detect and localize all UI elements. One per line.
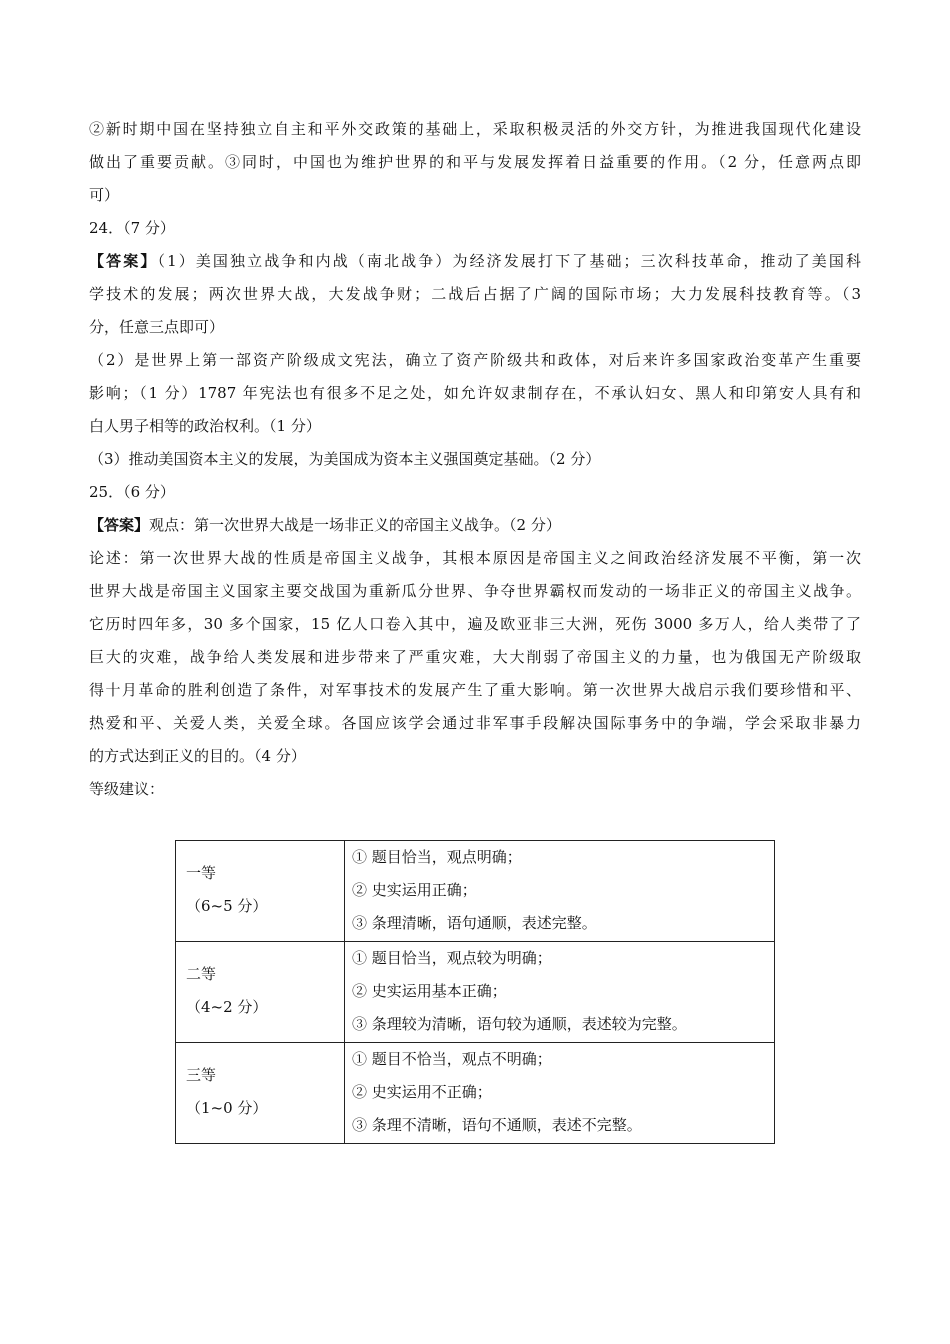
q24-part1-line-1 xyxy=(89,245,861,278)
grade-criterion: ② 史实运用不正确； xyxy=(352,1083,492,1101)
grade-level-cell xyxy=(176,841,345,942)
q25-viewpoint-line xyxy=(89,509,861,542)
grade-level-cell xyxy=(176,1043,345,1144)
grade-range: （1~0 分） xyxy=(186,1099,268,1117)
grade-criteria-cell xyxy=(345,841,775,942)
grade-criterion: ① 题目恰当，观点明确； xyxy=(352,848,522,866)
grade-row-1 xyxy=(176,841,775,942)
grade-level: 三等 xyxy=(186,1066,217,1084)
q24-part1-text: （1）美国独立战争和内战（南北战争）为经济发展打下了基础；三次科技革命，推动了美国科 xyxy=(157,252,861,270)
grade-criterion: ① 题目不恰当，观点不明确； xyxy=(352,1050,552,1068)
grade-row-3 xyxy=(176,1043,775,1144)
grade-range: （6~5 分） xyxy=(186,897,268,915)
grade-criterion: ③ 条理清晰，语句通顺，表述完整。 xyxy=(352,914,597,932)
q25-argument-line-3: 它历时四年多，30 多个国家，15 亿人口卷入其中，遍及欧亚非三大洲，死伤 3000 多万人，给人类带了了 xyxy=(89,615,861,633)
q24-part3: （3）推动美国资本主义的发展，为美国成为资本主义强国奠定基础。（2 分） xyxy=(89,450,601,468)
grade-criteria-cell xyxy=(345,942,775,1043)
q24-part1-line-2: 学技术的发展；两次世界大战，大发战争财；二战后占据了广阔的国际市场；大力发展科技教育等。（3 xyxy=(89,285,861,303)
grade-criterion: ② 史实运用基本正确； xyxy=(352,982,507,1000)
q24-part2-line-2: 影响；（1 分）1787 年宪法也有很多不足之处，如允许奴隶制存在，不承认妇女、黑人和印第安人具有和 xyxy=(89,384,861,402)
q25-heading: 25．（6 分） xyxy=(89,483,175,501)
grade-criteria-cell xyxy=(345,1043,775,1144)
grade-level: 二等 xyxy=(186,965,217,983)
q24-part1-line-3: 分，任意三点即可） xyxy=(89,318,225,336)
grade-level: 一等 xyxy=(186,864,217,882)
q24-heading: 24．（7 分） xyxy=(89,219,175,237)
q23-line-3: 可） xyxy=(89,186,120,204)
q24-answer-label: 【答案】 xyxy=(89,252,158,270)
q24-part2-line-3: 白人男子相等的政治权利。（1 分） xyxy=(89,417,321,435)
q25-argument-line-2: 世界大战是帝国主义国家主要交战国为重新瓜分世界、争夺世界霸权而发动的一场非正义的帝国主义战争。 xyxy=(89,582,861,600)
q25-answer-label: 【答案】 xyxy=(89,516,150,534)
q25-argument-line-1: 论述：第一次世界大战的性质是帝国主义战争，其根本原因是帝国主义之间政治经济发展不平衡，第一次 xyxy=(89,549,861,567)
q25-viewpoint: 观点：第一次世界大战是一场非正义的帝国主义战争。（2 分） xyxy=(149,516,561,534)
q25-argument-line-6: 热爱和平、关爱人类，关爱全球。各国应该学会通过非军事手段解决国际事务中的争端，学会采取非暴力 xyxy=(89,714,861,732)
grade-heading: 等级建议： xyxy=(89,780,165,798)
q23-line-2: 做出了重要贡献。③同时，中国也为维护世界的和平与发展发挥着日益重要的作用。（2 分，任意两点即 xyxy=(89,153,861,171)
q24-part2-line-1: （2）是世界上第一部资产阶级成文宪法，确立了资产阶级共和政体，对后来许多国家政治变革产生重要 xyxy=(89,351,861,369)
q23-line-1: ②新时期中国在坚持独立自主和平外交政策的基础上，采取积极灵活的外交方针，为推进我国现代化建设 xyxy=(89,120,861,138)
q25-argument-line-7: 的方式达到正义的目的。（4 分） xyxy=(89,747,306,765)
q25-argument-line-5: 得十月革命的胜利创造了条件，对军事技术的发展产生了重大影响。第一次世界大战启示我们要珍惜和平、 xyxy=(89,681,861,699)
grade-criterion: ② 史实运用正确； xyxy=(352,881,477,899)
q25-argument-line-4: 巨大的灾难，战争给人类发展和进步带来了严重灾难，大大削弱了帝国主义的力量，也为俄国无产阶级取 xyxy=(89,648,861,666)
document-body xyxy=(89,113,861,806)
grade-table xyxy=(175,840,775,1144)
grade-level-cell xyxy=(176,942,345,1043)
grade-criterion: ③ 条理较为清晰，语句较为通顺，表述较为完整。 xyxy=(352,1015,687,1033)
grade-range: （4~2 分） xyxy=(186,998,268,1016)
grade-row-2 xyxy=(176,942,775,1043)
grade-criterion: ① 题目恰当，观点较为明确； xyxy=(352,949,552,967)
grade-criterion: ③ 条理不清晰，语句不通顺，表述不完整。 xyxy=(352,1116,642,1134)
